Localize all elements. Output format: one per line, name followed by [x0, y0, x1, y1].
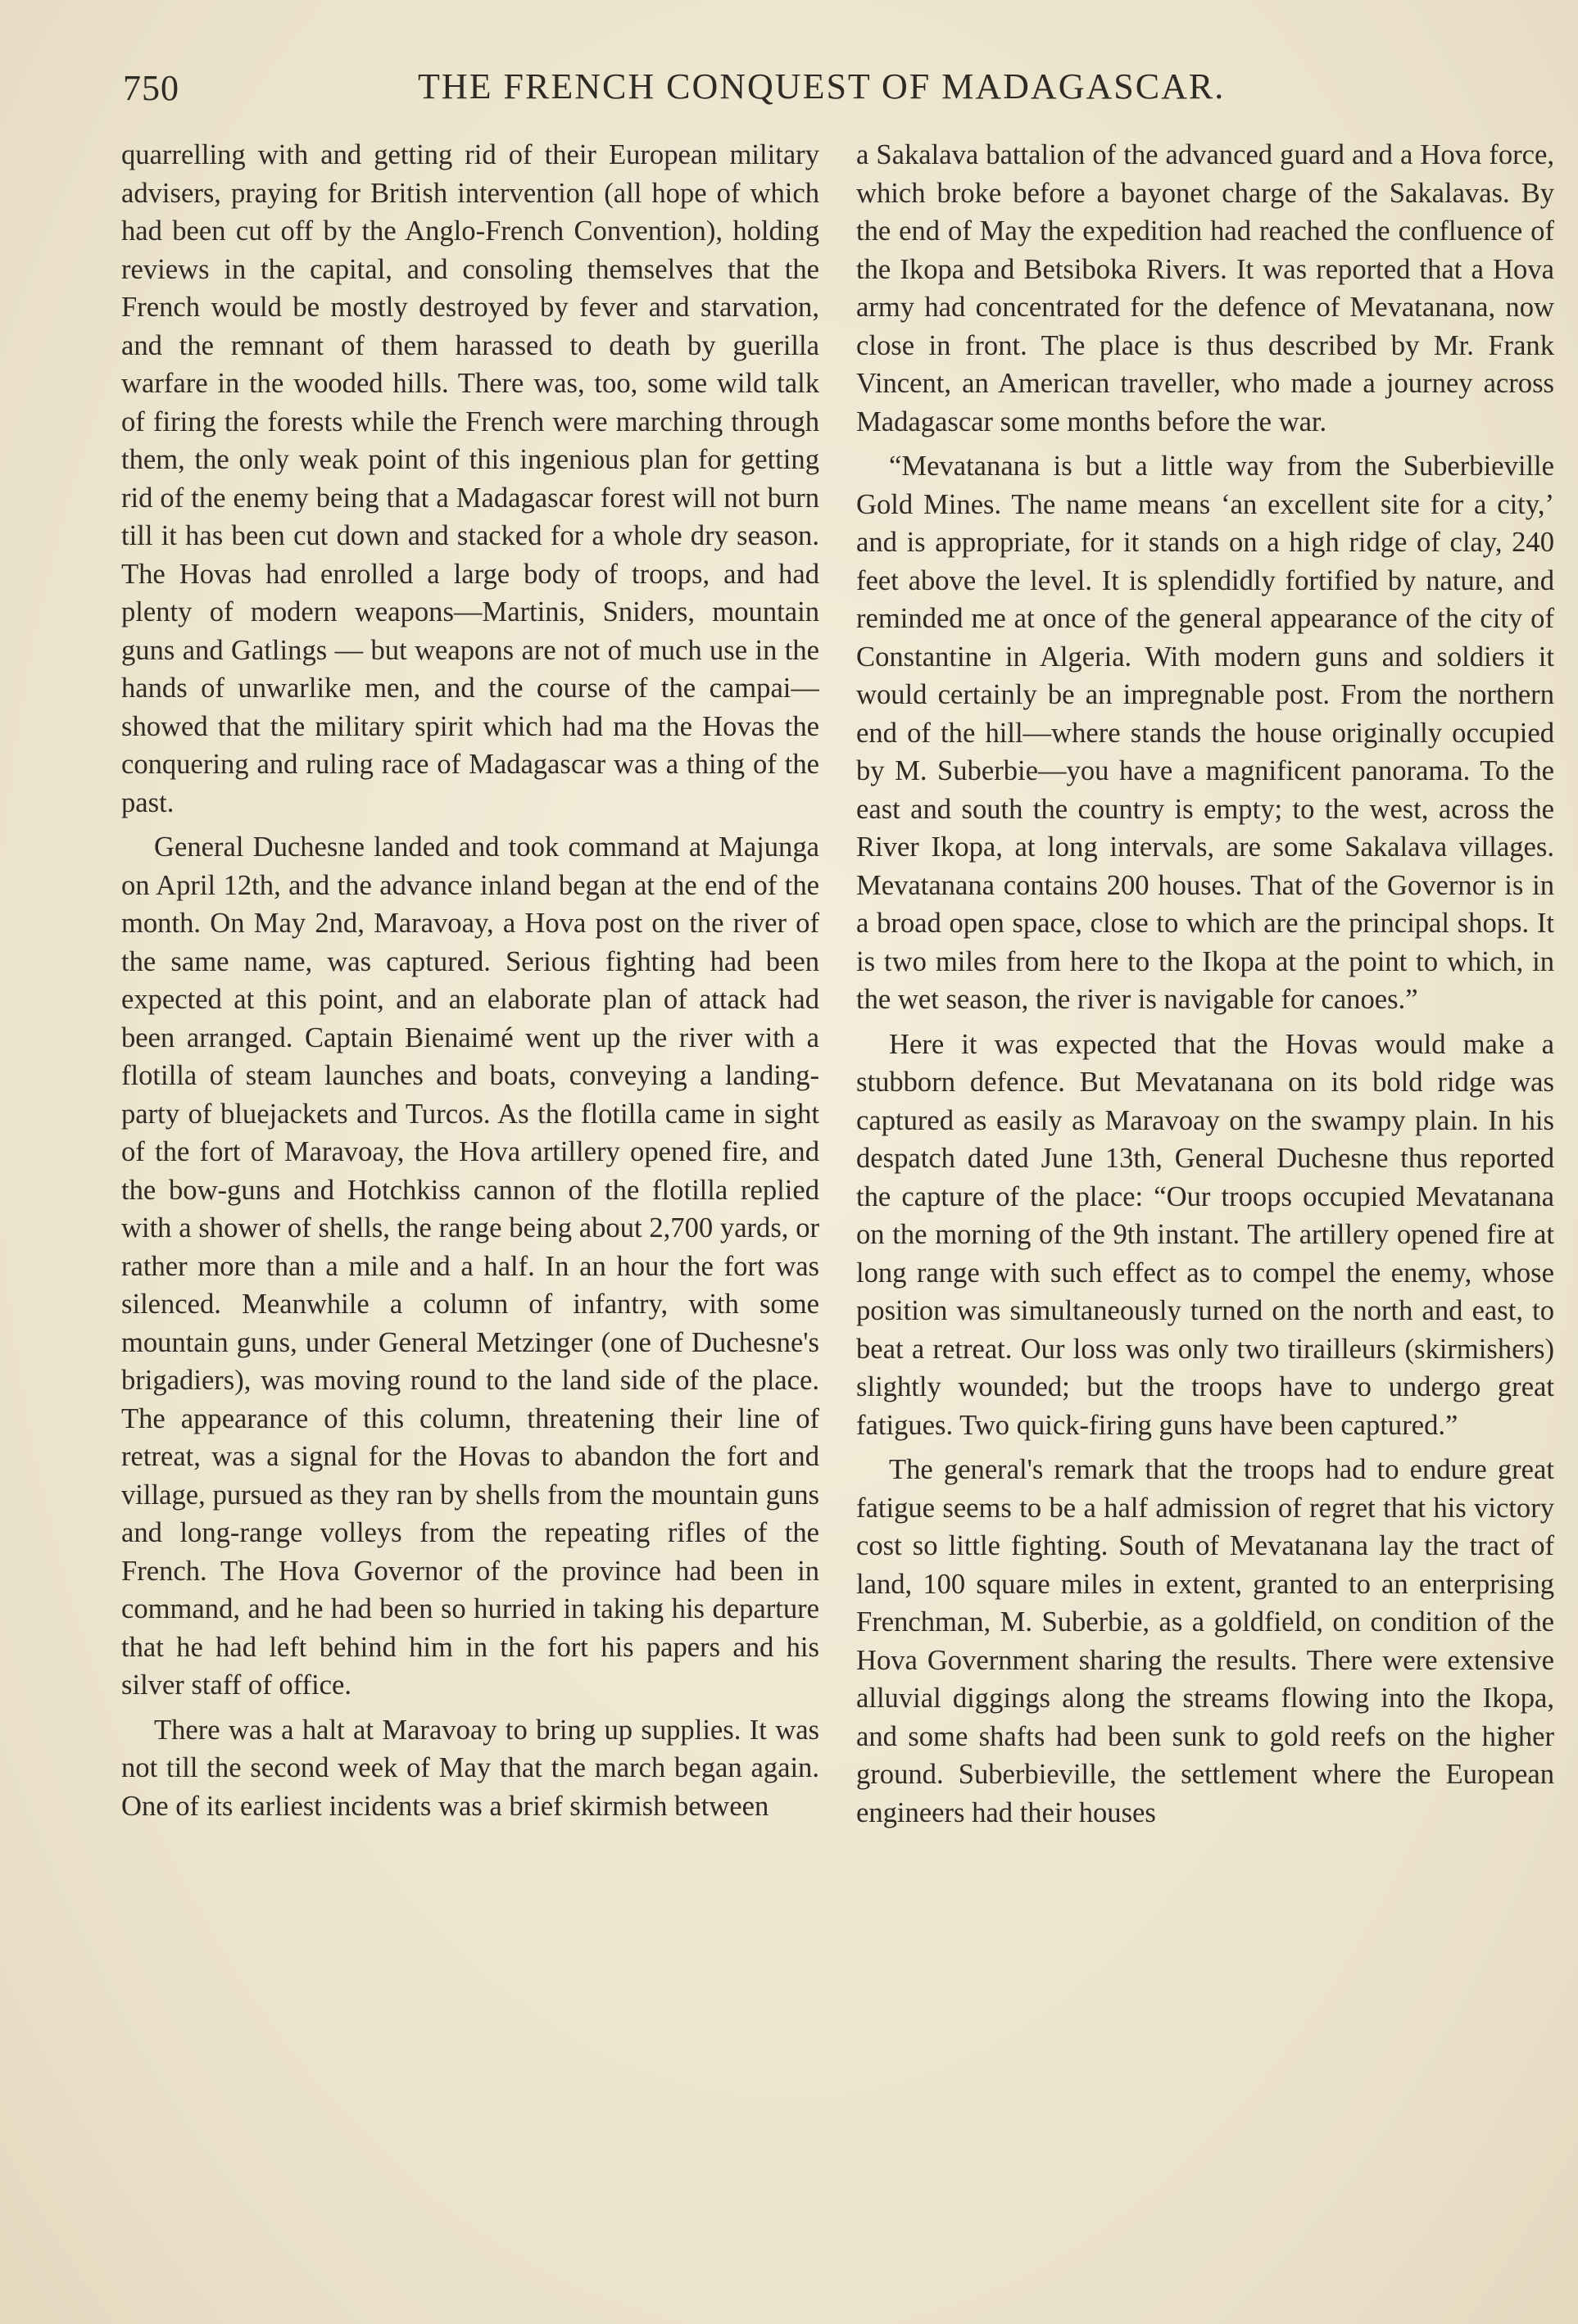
right-column — [856, 136, 1554, 2233]
running-title: THE FRENCH CONQUEST OF MADAGASCAR. — [418, 66, 1226, 106]
page-number: 750 — [123, 68, 179, 108]
left-column — [121, 136, 819, 2233]
paragraph: There was a halt at Maravoay to bring up supplies. It was not till the second week of May that the march began again. One of its earliest incidents was a brief skirmish between — [121, 1714, 819, 1822]
paragraph: a Sakalava battalion of the advanced guard and a Hova force, which broke before a bayonet charge of the Sakalavas. By the end of May the expedition had reached the confluence of the Ikopa and Betsiboka Rivers. It was reported that a Hova army had concentrated for the defence of Mevatanana, now close in front. The place is thus described by Mr. Frank Vincent, an American traveller, who made a journey across Madagascar some months before the war. — [856, 139, 1554, 437]
paragraph: General Duchesne landed and took command at Majunga on April 12th, and the advance inland began at the end of the month. On May 2nd, Maravoay, a Hova post on the river of the same name, was captured. Serious fighting had been expected at this point, and an elaborate plan of attack had been arranged. Captain Bienaimé went up the river with a flotilla of steam launches and boats, conveying a landing-party of bluejackets and Turcos. As the flotilla came in sight of the fort of Maravoay, the Hova artillery opened fire, and the bow-guns and Hotchkiss cannon of the flotilla replied with a shower of shells, the range being about 2,700 yards, or rather more than a mile and a half. In an hour the fort was silenced. Meanwhile a column of infantry, with some mountain guns, under General Metzinger (one of Duchesne's brigadiers), was moving round to the land side of the place. The appearance of this column, threatening their line of retreat, was a signal for the Hovas to abandon the fort and village, pursued as they ran by shells from the mountain guns and long-range volleys from the repeating rifles of the French. The Hova Governor of the province had been in command, and he had been so hurried in taking his departure that he had left behind him in the fort his papers and his silver staff of office. — [121, 831, 819, 1701]
paragraph: “Mevatanana is but a little way from the Suberbieville Gold Mines. The name means ‘an excellent site for a city,’ and is appropriate, for it stands on a high ridge of clay, 240 feet above the level. It is splendidly fortified by nature, and reminded me at once of the general appearance of the city of Constantine in Algeria. With modern guns and soldiers it would certainly be an impregnable post. From the northern end of the hill—where stands the house originally occupied by M. Suberbie—you have a magnificent panorama. To the east and south the country is empty; to the west, across the River Ikopa, at long intervals, are some Sakalava villages. Mevatanana contains 200 houses. That of the Governor is in a broad open space, close to which are the principal shops. It is two miles from here to the Ikopa at the point to which, in the wet season, the river is navigable for canoes.” — [856, 451, 1554, 1015]
paragraph: Here it was expected that the Hovas would make a stubborn defence. But Mevatanana on its bold ridge was captured as easily as Maravoay on the swampy plain. In his despatch dated June 13th, General Duchesne thus reported the capture of the place: “Our troops occupied Mevatanana on the morning of the 9th instant. The artillery opened fire at long range with such effect as to compel the enemy, whose position was simultaneously turned on the north and east, to beat a retreat. Our loss was only two tirailleurs (skirmishers) slightly wounded; but the troops have to undergo great fatigues. Two quick-firing guns have been captured.” — [856, 1028, 1554, 1441]
page-header — [123, 64, 1499, 113]
paragraph: The general's remark that the troops had to endure great fatigue seems to be a half admission of regret that his victory cost so little fighting. South of Mevatanana lay the tract of land, 100 square miles in extent, granted to an enterprising Frenchman, M. Suberbie, as a goldfield, on condition of the Hova Government sharing the results. There were extensive alluvial diggings along the streams flowing into the Ikopa, and some shafts had been sunk to gold reefs on the higher ground. Suberbieville, the settlement where the European engineers had their houses — [856, 1454, 1554, 1828]
paragraph: quarrelling with and getting rid of their European military advisers, praying for British intervention (all hope of which had been cut off by the Anglo-French Convention), holding reviews in the capital, and consoling themselves that the French would be mostly destroyed by fever and starvation, and the remnant of them harassed to death by guerilla warfare in the wooded hills. There was, too, some wild talk of firing the forests while the French were marching through them, the only weak point of this ingenious plan for getting rid of the enemy being that a Madagascar forest will not burn till it has been cut down and stacked for a whole dry season. The Hovas had enrolled a large body of troops, and had plenty of modern weapons—Martinis, Sniders, mountain guns and Gatlings — but weapons are not of much use in the hands of unwarlike men, and the course of the campai— showed that the military spirit which had ma the Hovas the conquering and ruling race of Madagascar was a thing of the past. — [121, 139, 819, 818]
